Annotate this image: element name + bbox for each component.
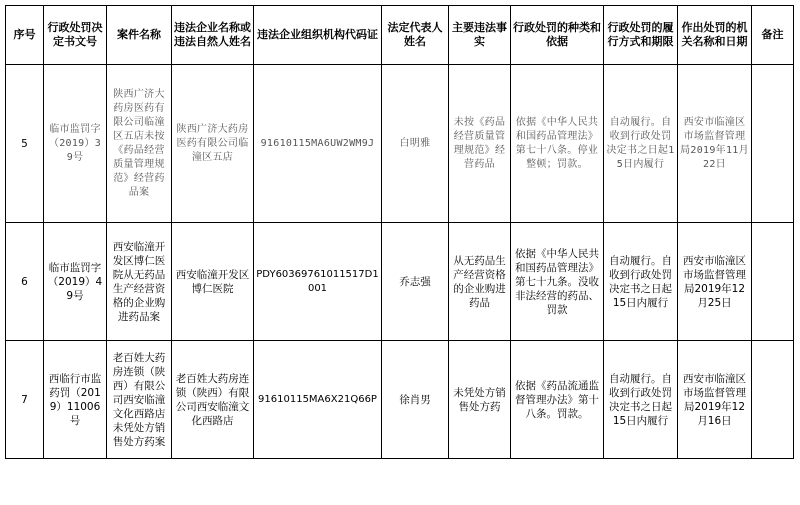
cell-case-name: 西安临潼开发区博仁医院从无药品生产经营资格的企业购进药品案 — [107, 223, 172, 341]
header-execution: 行政处罚的履行方式和期限 — [604, 6, 678, 65]
cell-execution: 自动履行。自收到行政处罚决定书之日起15日内履行 — [604, 341, 678, 459]
table-row — [6, 341, 794, 459]
cell-authority: 西安市临潼区市场监督管理局2019年11月22日 — [678, 65, 752, 223]
cell-authority: 西安市临潼区市场监督管理局2019年12月25日 — [678, 223, 752, 341]
header-case-name: 案件名称 — [107, 6, 172, 65]
cell-legal-rep: 白明雅 — [382, 65, 449, 223]
cell-seq: 6 — [6, 223, 44, 341]
cell-legal-rep: 乔志强 — [382, 223, 449, 341]
cell-case-name: 陕西广济大药房医药有限公司临潼区五店未按《药品经营质量管理规范》经营药品案 — [107, 65, 172, 223]
cell-seq: 7 — [6, 341, 44, 459]
cell-org-code: 91610115MA6X21Q66P — [254, 341, 382, 459]
table-row — [6, 65, 794, 223]
cell-company: 西安临潼开发区博仁医院 — [172, 223, 254, 341]
header-remark: 备注 — [752, 6, 794, 65]
cell-company: 老百姓大药房连锁（陕西）有限公司西安临潼文化西路店 — [172, 341, 254, 459]
cell-authority: 西安市临潼区市场监督管理局2019年12月16日 — [678, 341, 752, 459]
header-seq: 序号 — [6, 6, 44, 65]
cell-legal-rep: 徐肖男 — [382, 341, 449, 459]
header-authority: 作出处罚的机关名称和日期 — [678, 6, 752, 65]
penalty-table — [5, 5, 794, 459]
cell-penalty: 依据《药品流通监督管理办法》第十八条。罚款。 — [511, 341, 604, 459]
cell-org-code: 91610115MA6UW2WM9J — [254, 65, 382, 223]
cell-facts: 未凭处方销售处方药 — [449, 341, 511, 459]
cell-seq: 5 — [6, 65, 44, 223]
cell-penalty: 依据《中华人民共和国药品管理法》第七十八条。停业整顿；罚款。 — [511, 65, 604, 223]
cell-execution: 自动履行。自收到行政处罚决定书之日起15日内履行 — [604, 65, 678, 223]
cell-remark — [752, 223, 794, 341]
cell-doc-no: 西临行市监药罚（2019）11006号 — [44, 341, 107, 459]
header-doc-no: 行政处罚决定书文号 — [44, 6, 107, 65]
cell-facts: 从无药品生产经营资格的企业购进药品 — [449, 223, 511, 341]
table-row — [6, 223, 794, 341]
header-legal-rep: 法定代表人姓名 — [382, 6, 449, 65]
header-facts: 主要违法事实 — [449, 6, 511, 65]
cell-execution: 自动履行。自收到行政处罚决定书之日起15日内履行 — [604, 223, 678, 341]
header-org-code: 违法企业组织机构代码证 — [254, 6, 382, 65]
cell-doc-no: 临市监罚字（2019）49号 — [44, 223, 107, 341]
cell-company: 陕西广济大药房医药有限公司临潼区五店 — [172, 65, 254, 223]
header-company: 违法企业名称或违法自然人姓名 — [172, 6, 254, 65]
cell-penalty: 依据《中华人民共和国药品管理法》第七十九条。没收非法经营的药品、罚款 — [511, 223, 604, 341]
cell-remark — [752, 65, 794, 223]
header-penalty: 行政处罚的种类和依据 — [511, 6, 604, 65]
cell-facts: 未按《药品经营质量管理规范》经营药品 — [449, 65, 511, 223]
cell-remark — [752, 341, 794, 459]
cell-doc-no: 临市监罚字（2019）39号 — [44, 65, 107, 223]
cell-case-name: 老百姓大药房连锁（陕西）有限公司西安临潼文化西路店未凭处方销售处方药案 — [107, 341, 172, 459]
header-row — [6, 6, 794, 65]
cell-org-code: PDY60369761011517D1001 — [254, 223, 382, 341]
